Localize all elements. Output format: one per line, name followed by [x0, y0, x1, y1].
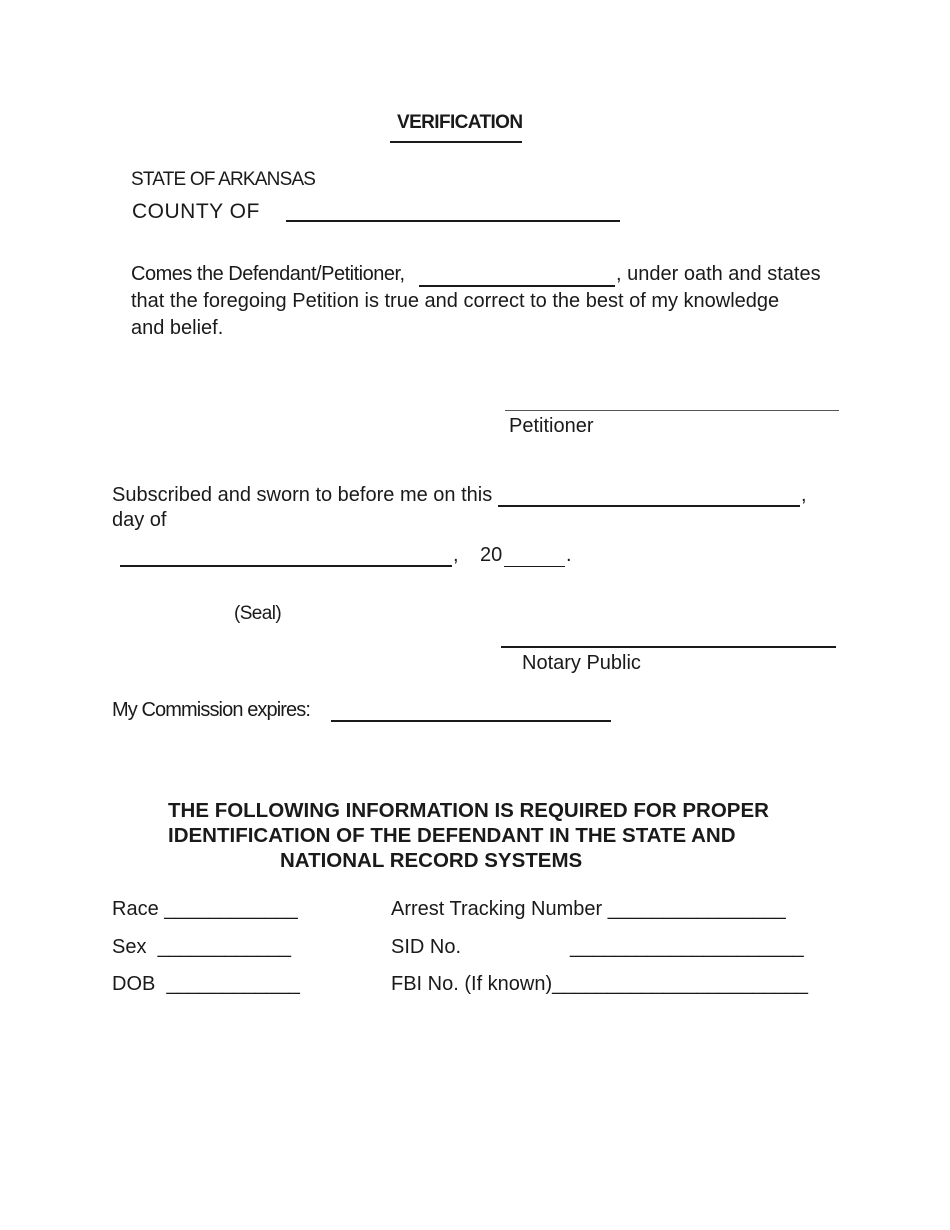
sworn-month-field[interactable] — [120, 565, 452, 567]
fbi-field[interactable]: FBI No. (If known)_______________________ — [391, 973, 808, 995]
oath-after-blank: , under oath and states — [616, 263, 821, 285]
county-label: COUNTY OF — [132, 200, 260, 223]
arrest-tracking-field[interactable]: Arrest Tracking Number ________________ — [391, 898, 786, 920]
commission-label: My Commission expires: — [112, 699, 311, 721]
sex-field[interactable]: Sex ____________ — [112, 936, 292, 958]
oath-line3: and belief. — [131, 317, 224, 339]
notice-line3: NATIONAL RECORD SYSTEMS — [280, 849, 583, 872]
sworn-text: Subscribed and sworn to before me on this — [112, 484, 493, 506]
race-field[interactable]: Race ____________ — [112, 898, 298, 920]
sworn-day-of: day of — [112, 509, 167, 531]
sworn-comma: , — [801, 484, 807, 506]
commission-expires-field[interactable] — [331, 720, 611, 722]
notary-label: Notary Public — [522, 652, 641, 674]
sworn-year-prefix: 20 — [480, 544, 503, 566]
sid-field[interactable]: _____________________ — [570, 936, 804, 958]
oath-intro: Comes the Defendant/Petitioner, — [131, 263, 405, 285]
sid-label: SID No. — [391, 936, 462, 958]
oath-line2: that the foregoing Petition is true and correct to the best of my knowledge — [131, 290, 780, 312]
notary-signature-line[interactable] — [501, 646, 836, 648]
sworn-day-field[interactable] — [498, 505, 800, 507]
county-field[interactable] — [286, 220, 620, 222]
seal-label: (Seal) — [234, 603, 282, 624]
dob-field[interactable]: DOB ____________ — [112, 973, 300, 995]
sworn-period: . — [566, 544, 572, 566]
page-title: VERIFICATION — [397, 112, 523, 133]
sworn-year-field[interactable] — [504, 566, 565, 567]
notice-line1: THE FOLLOWING INFORMATION IS REQUIRED FOR PROPER — [168, 799, 769, 822]
petitioner-label: Petitioner — [509, 415, 594, 437]
petitioner-name-field[interactable] — [419, 285, 615, 287]
sworn-year-comma: , — [453, 544, 459, 566]
state-line: STATE OF ARKANSAS — [131, 169, 316, 190]
petitioner-signature-line[interactable] — [505, 410, 839, 411]
notice-line2: IDENTIFICATION OF THE DEFENDANT IN THE STATE AND — [168, 824, 736, 847]
title-underline — [390, 141, 522, 143]
